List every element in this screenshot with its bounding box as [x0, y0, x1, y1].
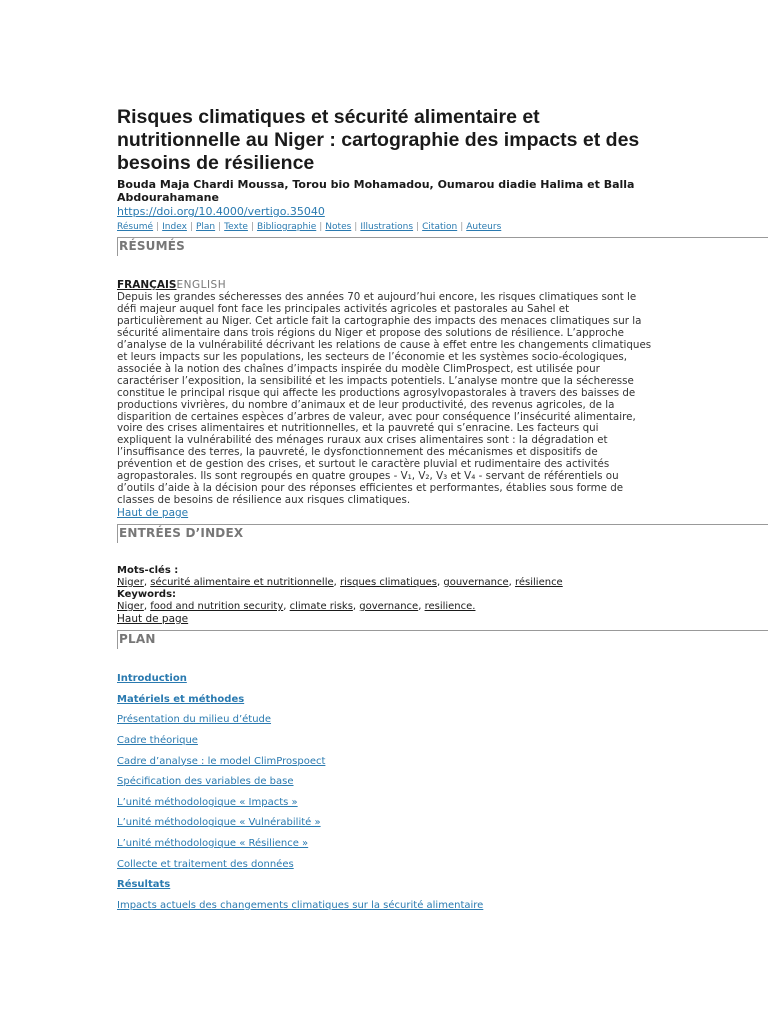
keyword-link[interactable]: governance: [359, 601, 419, 613]
tab-texte[interactable]: Texte: [224, 222, 248, 232]
plan-item: [117, 693, 768, 714]
doi-link[interactable]: https://doi.org/10.4000/vertigo.35040: [117, 205, 325, 218]
keyword-link[interactable]: climate risks: [289, 601, 353, 613]
plan-item: [117, 755, 768, 776]
section-tabs: Résumé | Index | Plan | Texte | Bibliographie | Notes | Illustrations | Citation | Auteurs: [117, 222, 502, 232]
tab-notes[interactable]: Notes: [325, 222, 352, 232]
plan-link-unite-vulnerabilite[interactable]: L’unité méthodologique « Vulnérabilité »: [117, 817, 321, 829]
keyword-link[interactable]: food and nutrition security: [150, 601, 284, 613]
plan-link-collecte-donnees[interactable]: Collecte et traitement des données: [117, 858, 294, 870]
index-block: [117, 565, 768, 626]
article-authors: Bouda Maja Chardi Moussa, Torou bio Mohamadou, Oumarou diadie Halima et Balla Abdourahamane: [117, 178, 635, 204]
article-title: Risques climatiques et sécurité alimentaire et nutritionnelle au Niger : cartographie des impacts et des besoins de résilience: [117, 106, 640, 174]
keywords-list: Niger, food and nutrition security, climate risks, governance, resilience.: [117, 601, 476, 613]
plan-link-introduction[interactable]: Introduction: [117, 673, 187, 685]
tab-illustrations[interactable]: Illustrations: [360, 222, 414, 232]
plan-link-unite-resilience[interactable]: L’unité méthodologique « Résilience »: [117, 837, 309, 849]
plan-item: [117, 878, 768, 899]
tab-bibliographie[interactable]: Bibliographie: [256, 222, 317, 232]
doi-link-container: [117, 205, 768, 219]
plan-link-impacts-actuels[interactable]: Impacts actuels des changements climatiques sur la sécurité alimentaire: [117, 899, 484, 911]
mot-cle-link[interactable]: risques climatiques: [340, 577, 437, 589]
plan-link-specification-variables[interactable]: Spécification des variables de base: [117, 776, 294, 788]
index-heading: ENTRÉES D’INDEX: [117, 524, 768, 543]
plan-item: [117, 796, 768, 817]
plan-link-cadre-analyse[interactable]: Cadre d’analyse : le model ClimProspoect: [117, 755, 326, 767]
plan-item: [117, 713, 768, 734]
mots-cles-list: Niger, sécurité alimentaire et nutritionnelle, risques climatiques, gouvernance, résilience: [117, 577, 563, 589]
tab-resume[interactable]: Résumé: [117, 222, 154, 232]
plan-link-cadre-theorique[interactable]: Cadre théorique: [117, 734, 198, 746]
plan-list: [117, 672, 768, 919]
mot-cle-link[interactable]: gouvernance: [443, 577, 509, 589]
plan-item: [117, 672, 768, 693]
keyword-link[interactable]: resilience.: [424, 601, 476, 613]
plan-item: [117, 816, 768, 837]
plan-item: [117, 858, 768, 879]
plan-link-unite-impacts[interactable]: L’unité méthodologique « Impacts »: [117, 796, 298, 808]
keywords-label: Keywords:: [117, 589, 177, 601]
tab-plan[interactable]: Plan: [195, 222, 216, 232]
mot-cle-link[interactable]: résilience: [514, 577, 563, 589]
mots-cles-label: Mots-clés :: [117, 565, 179, 577]
lang-english-tab[interactable]: ENGLISH: [176, 279, 227, 291]
back-to-top-link[interactable]: Haut de page: [117, 507, 189, 520]
mot-cle-link[interactable]: Niger: [117, 577, 144, 589]
abstract-text: Depuis les grandes sécheresses des années 70 et aujourd’hui encore, les risques climatiques sont le défi majeur auquel font face les principales activités agricoles et pastorales au Sahel et particulièrement au Niger. Cet article fait la cartographie des impacts des menaces climatiques sur la sécurité alimentaire dans trois régions du Niger et propose des solutions de résilience. L’approche d’analyse de la vulnérabilité décrivant les relations de cause à effet entre les changements climatiques et leurs impacts sur les populations, les secteurs de l’économie et les systèmes socio-écologiques, associée à la notion des chaînes d’impacts inspirée du modèle ClimProspect, est utilisée pour caractériser l’exposition, la sensibilité et les impacts potentiels. L’analyse montre que la sécheresse constitue le principal risque qui affecte les productions agrosylvopastorales à travers des baisses de productions vivrières, du nombre d’animaux et de leur productivité, des revenus agricoles, de la disparition de certaines espèces d’arbres de valeur, avec pour conséquence l’insécurité alimentaire, voire des crises alimentaires et nutritionnelles, et la pauvreté qui s’enracine. Les facteurs qui expliquent la vulnérabilité des ménages ruraux aux crises alimentaires sont : la dégradation et l’insuffisance des terres, la pauvreté, le dysfonctionnement des mécanismes et dispositifs de prévention et de gestion des crises, et surtout le caractère pluvial et rudimentaire des activités agropastorales. Ils sont regroupés en quatre groupes - V₁, V₂, V₃ et V₄ - servant de référentiels ou d’outils d’aide à la décision pour des réponses efficientes et performantes, établies sous forme de classes de besoins de résilience aux risques climatiques.: [117, 291, 652, 507]
keyword-link[interactable]: Niger: [117, 601, 144, 613]
mot-cle-link[interactable]: sécurité alimentaire et nutritionnelle: [150, 577, 334, 589]
back-to-top-link[interactable]: Haut de page: [117, 613, 189, 626]
lang-french-tab[interactable]: FRANÇAIS: [117, 279, 177, 291]
plan-heading: PLAN: [117, 630, 768, 649]
plan-item: [117, 775, 768, 796]
plan-item: [117, 734, 768, 755]
plan-item: [117, 837, 768, 858]
plan-item: [117, 899, 768, 920]
plan-link-presentation-milieu[interactable]: Présentation du milieu d’étude: [117, 714, 272, 726]
article-content: [117, 106, 768, 919]
tab-citation[interactable]: Citation: [422, 222, 458, 232]
plan-link-resultats[interactable]: Résultats: [117, 879, 171, 891]
plan-link-materiels-methodes[interactable]: Matériels et méthodes: [117, 693, 245, 705]
resumes-heading: RÉSUMÉS: [117, 237, 768, 256]
tab-auteurs[interactable]: Auteurs: [466, 222, 502, 232]
tab-index[interactable]: Index: [162, 222, 187, 232]
